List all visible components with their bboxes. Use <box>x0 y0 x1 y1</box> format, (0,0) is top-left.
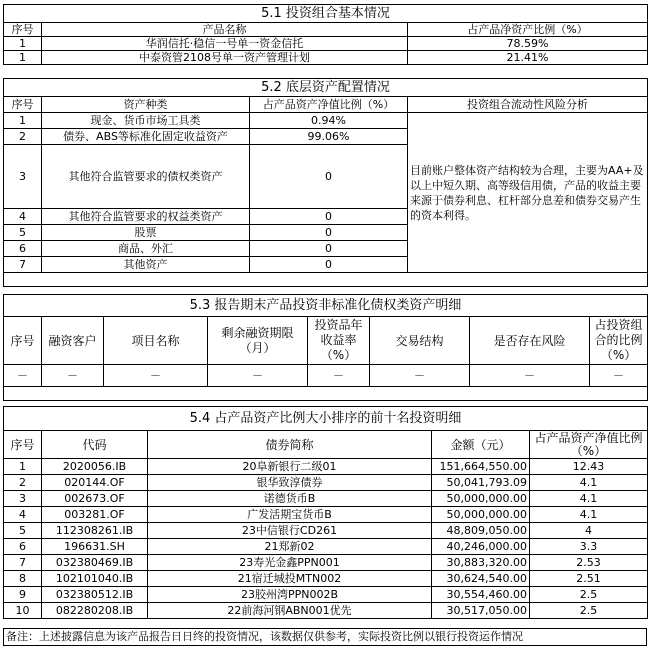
cell-code: 003281.OF <box>42 507 148 523</box>
cell-code: 2020056.IB <box>42 459 148 475</box>
table-row <box>4 603 648 619</box>
cell-code: 032380512.IB <box>42 587 148 603</box>
cell-index: 1 <box>4 113 42 129</box>
cell-bond-name: 20阜新银行二级01 <box>148 459 432 475</box>
table-row <box>4 491 648 507</box>
cell-index: 1 <box>4 459 42 475</box>
cell-code: 032380469.IB <box>42 555 148 571</box>
cell-product-name: 中泰资管2108号单一资产管理计划 <box>42 51 408 65</box>
cell-index: 8 <box>4 571 42 587</box>
cell-asset-type: 其他符合监管要求的债权类资产 <box>42 145 250 209</box>
header-transaction-structure: 交易结构 <box>370 317 470 365</box>
spacer-row <box>4 387 648 401</box>
section-title-5-3: 5.3 报告期末产品投资非标准化债权类资产明细 <box>4 295 648 317</box>
cell-code: 102101040.IB <box>42 571 148 587</box>
cell-code: 196631.SH <box>42 539 148 555</box>
cell-index: 3 <box>4 491 42 507</box>
portfolio-basic-table <box>3 4 648 65</box>
cell-index: 1 <box>4 37 42 51</box>
section-title-5-2: 5.2 底层资产配置情况 <box>4 79 648 97</box>
cell-bond-name: 21郑新02 <box>148 539 432 555</box>
cell-asset-type: 股票 <box>42 225 250 241</box>
cell-ratio: 2.53 <box>530 555 648 571</box>
table-row <box>4 113 648 129</box>
cell-product-name: 华润信托·稳信一号单一资金信托 <box>42 37 408 51</box>
cell-bond-name: 23中信银行CD261 <box>148 523 432 539</box>
header-index: 序号 <box>4 431 42 459</box>
cell-index: 1 <box>4 51 42 65</box>
header-financing-client: 融资客户 <box>42 317 104 365</box>
cell-empty: － <box>370 365 470 387</box>
cell-ratio: 4 <box>530 523 648 539</box>
header-product-name: 产品名称 <box>42 23 408 37</box>
cell-asset-type: 现金、货币市场工具类 <box>42 113 250 129</box>
top-ten-holdings-table <box>3 406 648 619</box>
cell-index: 6 <box>4 539 42 555</box>
header-index: 序号 <box>4 317 42 365</box>
header-risk: 是否存在风险 <box>470 317 590 365</box>
cell-ratio: 4.1 <box>530 491 648 507</box>
cell-index: 10 <box>4 603 42 619</box>
cell-amount: 50,000,000.00 <box>432 491 530 507</box>
table-row <box>4 475 648 491</box>
table-row <box>4 365 648 387</box>
table-row <box>4 555 648 571</box>
table-row <box>4 507 648 523</box>
cell-amount: 30,624,540.00 <box>432 571 530 587</box>
cell-ratio: 3.3 <box>530 539 648 555</box>
cell-ratio: 2.5 <box>530 587 648 603</box>
cell-ratio: 0 <box>250 225 408 241</box>
header-code: 代码 <box>42 431 148 459</box>
table-row <box>4 587 648 603</box>
cell-ratio: 2.51 <box>530 571 648 587</box>
header-net-value-ratio: 占产品资产净值比例（%） <box>250 97 408 113</box>
cell-empty: － <box>42 365 104 387</box>
header-net-asset-ratio: 占产品净资产比例（%） <box>408 23 648 37</box>
cell-amount: 30,554,460.00 <box>432 587 530 603</box>
cell-amount: 50,041,793.09 <box>432 475 530 491</box>
cell-ratio: 4.1 <box>530 507 648 523</box>
cell-code: 112308261.IB <box>42 523 148 539</box>
cell-amount: 30,883,320.00 <box>432 555 530 571</box>
header-portfolio-ratio: 占投资组合的比例（%） <box>590 317 648 365</box>
section-title-5-1: 5.1 投资组合基本情况 <box>4 5 648 23</box>
cell-amount: 40,246,000.00 <box>432 539 530 555</box>
cell-bond-name: 22前海河钢ABN001优先 <box>148 603 432 619</box>
cell-empty: － <box>4 365 42 387</box>
cell-index: 4 <box>4 209 42 225</box>
cell-ratio: 4.1 <box>530 475 648 491</box>
cell-empty: － <box>470 365 590 387</box>
cell-index: 5 <box>4 523 42 539</box>
cell-bond-name: 诺德货币B <box>148 491 432 507</box>
header-project-name: 项目名称 <box>104 317 208 365</box>
cell-index: 5 <box>4 225 42 241</box>
header-remaining-term: 剩余融资期限（月） <box>208 317 308 365</box>
asset-allocation-table <box>3 78 648 287</box>
table-row <box>4 571 648 587</box>
cell-asset-type: 其他符合监管要求的权益类资产 <box>42 209 250 225</box>
cell-ratio: 78.59% <box>408 37 648 51</box>
cell-ratio: 0 <box>250 209 408 225</box>
section-title-5-4: 5.4 占产品资产比例大小排序的前十名投资明细 <box>4 407 648 431</box>
cell-index: 2 <box>4 129 42 145</box>
nonstandard-debt-table <box>3 294 648 401</box>
cell-empty: － <box>208 365 308 387</box>
cell-asset-type: 其他资产 <box>42 257 250 273</box>
table-row <box>4 51 648 65</box>
table-row <box>4 523 648 539</box>
cell-ratio: 99.06% <box>250 129 408 145</box>
cell-asset-type: 债券、ABS等标准化固定收益资产 <box>42 129 250 145</box>
cell-empty: － <box>104 365 208 387</box>
cell-index: 9 <box>4 587 42 603</box>
table-row <box>4 37 648 51</box>
table-row <box>4 459 648 475</box>
cell-ratio: 12.43 <box>530 459 648 475</box>
spacer-row <box>4 273 648 287</box>
cell-bond-name: 广发活期宝货币B <box>148 507 432 523</box>
cell-empty: － <box>308 365 370 387</box>
cell-index: 4 <box>4 507 42 523</box>
cell-ratio: 0.94% <box>250 113 408 129</box>
cell-amount: 50,000,000.00 <box>432 507 530 523</box>
cell-index: 2 <box>4 475 42 491</box>
cell-index: 6 <box>4 241 42 257</box>
cell-bond-name: 23寿光金鑫PPN001 <box>148 555 432 571</box>
cell-index: 3 <box>4 145 42 209</box>
cell-ratio: 0 <box>250 241 408 257</box>
header-amount: 金额（元） <box>432 431 530 459</box>
header-index: 序号 <box>4 97 42 113</box>
cell-ratio: 2.5 <box>530 603 648 619</box>
header-annual-yield: 投资品年收益率（%） <box>308 317 370 365</box>
liquidity-analysis-text: 目前账户整体资产结构较为合理，主要为AA+及以上中短久期、高等级信用债，产品的收益主要来源于债券利息、杠杆部分息差和债券交易产生的资本利得。 <box>408 113 648 273</box>
header-index: 序号 <box>4 23 42 37</box>
cell-empty: － <box>590 365 648 387</box>
cell-ratio: 0 <box>250 257 408 273</box>
header-bond-name: 债券简称 <box>148 431 432 459</box>
cell-index: 7 <box>4 555 42 571</box>
cell-bond-name: 21宿迁城投MTN002 <box>148 571 432 587</box>
header-asset-type: 资产种类 <box>42 97 250 113</box>
cell-bond-name: 23胶州湾PPN002B <box>148 587 432 603</box>
cell-amount: 151,664,550.00 <box>432 459 530 475</box>
header-net-value-ratio: 占产品资产净值比例（%） <box>530 431 648 459</box>
cell-asset-type: 商品、外汇 <box>42 241 250 257</box>
table-row <box>4 539 648 555</box>
header-liquidity-analysis: 投资组合流动性风险分析 <box>408 97 648 113</box>
cell-code: 020144.OF <box>42 475 148 491</box>
cell-amount: 48,809,050.00 <box>432 523 530 539</box>
cell-ratio: 0 <box>250 145 408 209</box>
cell-code: 082280208.IB <box>42 603 148 619</box>
cell-ratio: 21.41% <box>408 51 648 65</box>
footnote: 备注：上述披露信息为该产品报告日日终的投资情况，该数据仅供参考，实际投资比例以银行投资运作情况 <box>3 628 647 646</box>
cell-amount: 30,517,050.00 <box>432 603 530 619</box>
cell-index: 7 <box>4 257 42 273</box>
cell-code: 002673.OF <box>42 491 148 507</box>
cell-bond-name: 银华致淳债券 <box>148 475 432 491</box>
